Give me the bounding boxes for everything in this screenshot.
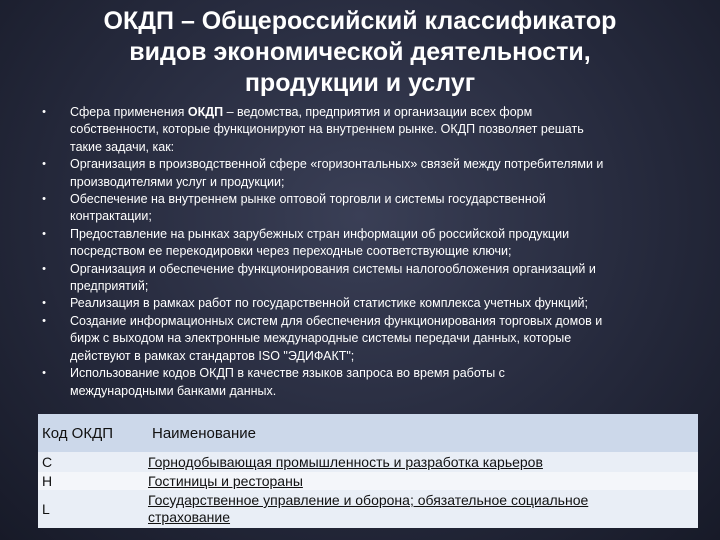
table-cell-code: H <box>38 472 138 490</box>
bullet-line: Реализация в рамках работ по государственной статистике комплекса учетных функций; <box>70 296 589 311</box>
table-row <box>38 490 698 528</box>
column-header-name: Наименование <box>138 414 698 452</box>
bullet-item <box>38 156 678 191</box>
bullet-dot-icon: • <box>42 227 46 240</box>
bullet-line: Создание информационных систем для обеспечения функционирования торговых домов и <box>70 313 603 328</box>
table-cell-code: L <box>38 490 138 528</box>
bullet-dot-icon: • <box>42 314 46 327</box>
table-header-row <box>38 414 698 452</box>
table-cell-code: C <box>38 452 138 472</box>
bullet-item <box>38 365 678 400</box>
table-cell-name[interactable] <box>138 490 698 528</box>
title-line: ОКДП – Общероссийский классификатор <box>103 7 617 35</box>
name-link[interactable]: Государственное управление и оборона; обязательное социальное <box>148 492 589 508</box>
column-header-code: Код ОКДП <box>38 414 138 452</box>
bullet-line: бирж с выходом на электронные международные системы передачи данных, которые <box>70 331 572 346</box>
bullet-line: Организация и обеспечение функционирования системы налогообложения организаций и <box>70 261 596 276</box>
bullet-line: такие задачи, как: <box>70 139 175 154</box>
title-line: видов экономической деятельности, <box>129 38 591 66</box>
bullet-dot-icon: • <box>42 367 46 380</box>
bullet-line: производителями услуг и продукции; <box>70 174 285 189</box>
bullet-line: Сфера применения ОКДП – ведомства, предприятия и организации всех форм <box>70 105 533 119</box>
bullet-dot-icon: • <box>42 262 46 275</box>
bullet-line: действуют в рамках стандартов ISO "ЭДИФАКТ"; <box>70 348 355 363</box>
title-line: продукции и услуг <box>244 69 476 97</box>
bullet-item <box>38 191 678 226</box>
bullet-line: предприятий; <box>70 279 149 294</box>
table-cell-name[interactable] <box>138 472 698 490</box>
bullet-line: контрактации; <box>70 209 152 224</box>
bullet-item <box>38 226 678 261</box>
bullet-item <box>38 261 678 296</box>
table-row <box>38 472 698 490</box>
name-link[interactable]: Гостиницы и рестораны <box>148 472 303 489</box>
bullet-line: международными банками данных. <box>70 383 277 398</box>
bullet-item <box>38 295 678 312</box>
name-link[interactable]: страхование <box>148 509 231 525</box>
slide-title <box>40 6 680 99</box>
okdp-table <box>38 414 698 528</box>
table-row <box>38 452 698 472</box>
bullet-dot-icon: • <box>42 106 46 118</box>
bullet-line: собственности, которые функционируют на внутреннем рынке. ОКДП позволяет решать <box>70 122 584 137</box>
bullet-line: Обеспечение на внутреннем рынке оптовой торговли и системы государственной <box>70 192 546 207</box>
bullet-line: Использование кодов ОКДП в качестве языков запроса во время работы с <box>70 366 505 381</box>
bullet-dot-icon: • <box>42 297 46 310</box>
bullet-line: посредством ее перекодировки через переходные соответствующие ключи; <box>70 244 512 259</box>
bullet-dot-icon: • <box>42 193 46 206</box>
bullet-item <box>38 313 678 365</box>
bullet-list <box>38 104 678 400</box>
bullet-line: Предоставление на рынках зарубежных стран информации об российской продукции <box>70 226 570 241</box>
bullet-dot-icon: • <box>42 158 46 171</box>
table-cell-name[interactable] <box>138 452 698 472</box>
okdp-bold: ОКДП <box>187 105 224 119</box>
name-link[interactable]: Горнодобывающая промышленность и разработка карьеров <box>148 453 543 470</box>
bullet-line: Организация в производственной сфере «горизонтальных» связей между потребителями и <box>70 157 604 172</box>
bullet-item <box>38 104 678 156</box>
